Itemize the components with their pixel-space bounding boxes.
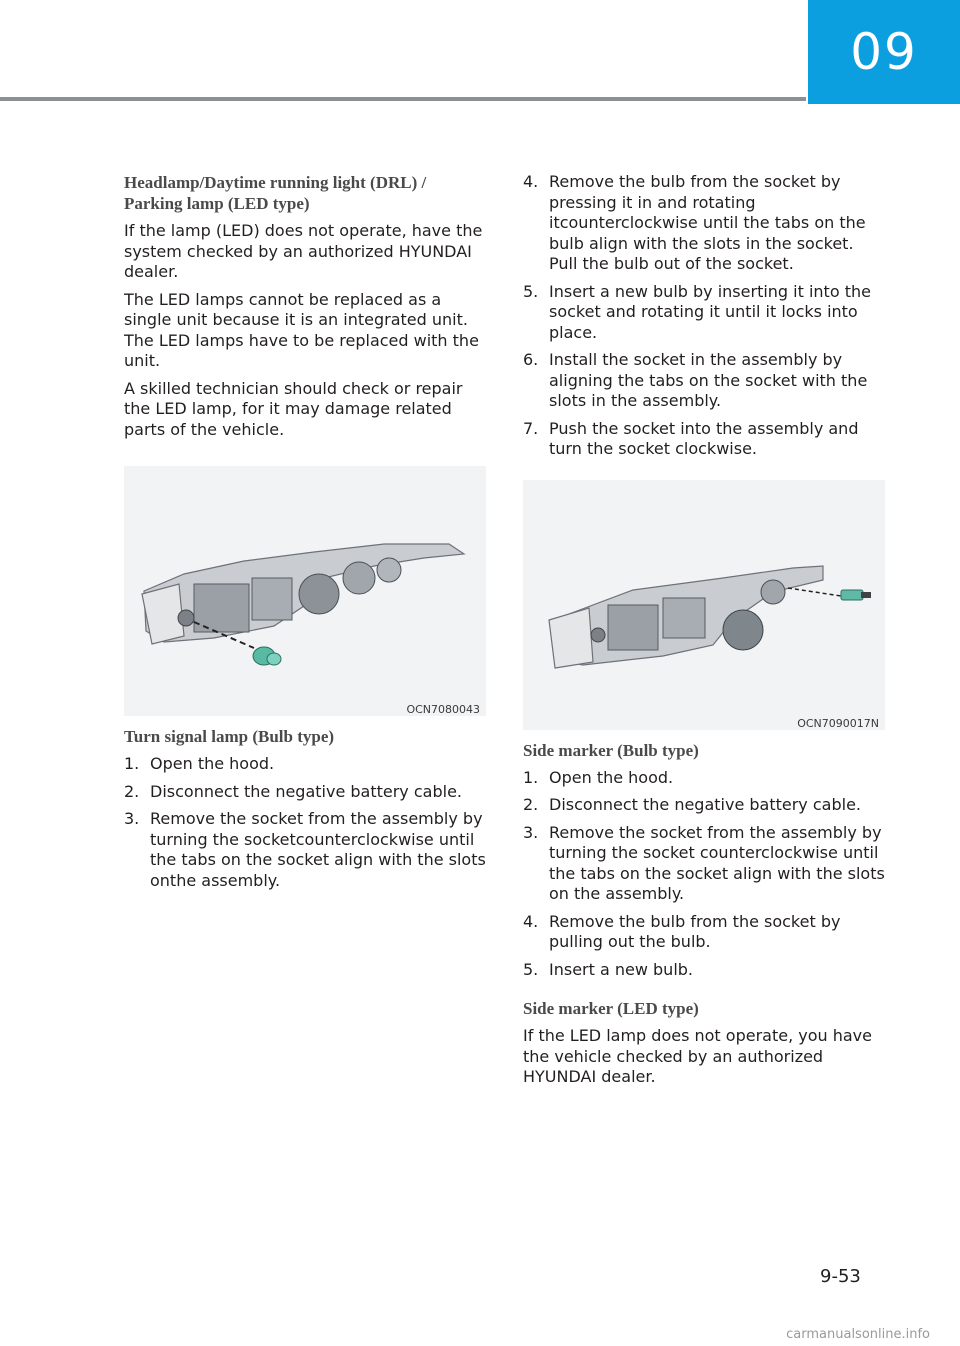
turn-signal-steps [124, 754, 486, 891]
paragraph: The LED lamps cannot be replaced as a single unit because it is an integrated unit. The LED lamps have to be replaced with the unit. [124, 289, 479, 370]
list-item: 5. Insert a new bulb by inserting it into the socket and rotating it until it locks into place. [523, 281, 871, 342]
list-item: 5. Insert a new bulb. [523, 959, 694, 979]
list-item: 1. Open the hood. [523, 767, 674, 787]
header-rule [0, 97, 806, 101]
section-heading-side-marker-led: Side marker (LED type) [523, 999, 699, 1018]
list-item: 6. Install the socket in the assembly by aligning the tabs on the socket with the slots in the assembly. [523, 350, 868, 410]
paragraph: If the LED lamp does not operate, you have the vehicle checked by an authorized HYUNDAI dealer. [523, 1026, 872, 1086]
list-item: 1. Open the hood. [124, 754, 275, 773]
figure-headlamp-assembly [124, 466, 486, 716]
chapter-tab: 09 [808, 0, 960, 104]
list-item: 2. Disconnect the negative battery cable. [523, 795, 861, 814]
page-number: 9-53 [820, 1266, 861, 1287]
figure-side-marker-assembly [523, 480, 885, 730]
turn-signal-steps-continued [523, 172, 885, 460]
side-marker-steps [523, 768, 885, 981]
list-item: 7. Push the socket into the assembly and turn the socket clockwise. [523, 418, 859, 458]
list-item: 2. Disconnect the negative battery cable. [124, 781, 462, 801]
section-heading-side-marker-bulb: Side marker (Bulb type) [523, 740, 699, 760]
figure-code: OCN7080043 [406, 703, 480, 716]
watermark: carmanualsonline.info [0, 1325, 960, 1346]
side-marker-illustration [523, 480, 885, 730]
list-item: 4. Remove the bulb from the socket by pressing it in and rotating itcounterclockwise until the tabs on the bulb align with the slots in the socket. Pull the bulb out of the socket. [523, 172, 866, 273]
section-heading-turn-signal: Turn signal lamp (Bulb type) [124, 727, 335, 746]
section-heading-headlamp: Headlamp/Daytime running light (DRL) / Parking lamp (LED type) [124, 173, 427, 213]
paragraph: A skilled technician should check or repair the LED lamp, for it may damage related parts of the vehicle. [124, 378, 463, 439]
left-column [124, 172, 486, 898]
list-item: 4. Remove the bulb from the socket by pulling out the bulb. [523, 911, 841, 951]
paragraph: If the lamp (LED) does not operate, have the system checked by an authorized HYUNDAI dealer. [124, 221, 483, 281]
list-item: 3. Remove the socket from the assembly by turning the socket counterclockwise until the tabs on the socket align with the slots on the assembly. [523, 822, 885, 903]
list-item: 3. Remove the socket from the assembly by turning the socketcounterclockwise until the tabs on the socket align with the slots onthe assembly. [124, 809, 486, 890]
figure-code: OCN7090017N [797, 716, 879, 730]
right-column [523, 172, 885, 1095]
headlamp-illustration [124, 466, 486, 716]
